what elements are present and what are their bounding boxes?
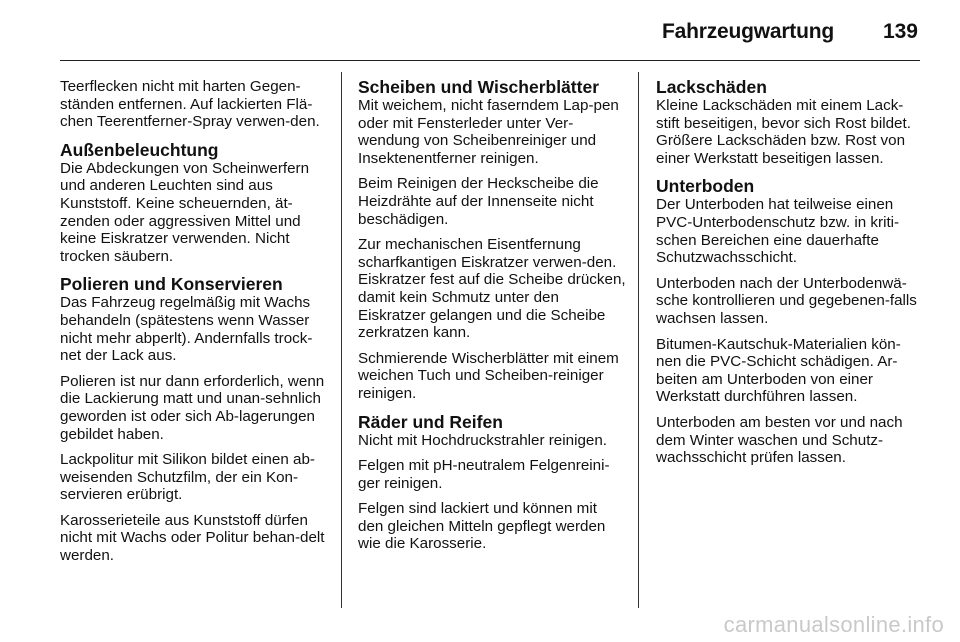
- column-3: [656, 78, 924, 475]
- heading-raeder: Räder und Reifen: [358, 411, 503, 432]
- paragraph: Unterboden nach der Unterbodenwä-sche kontrollieren und gegebenen-falls wachsen lassen.: [656, 274, 917, 327]
- column-2: [358, 78, 626, 561]
- heading-aussenbeleuchtung: Außenbeleuchtung: [60, 139, 219, 160]
- column-divider-1: [341, 72, 342, 608]
- paragraph: Felgen mit pH-neutralem Felgenreini-ger reinigen.: [358, 457, 610, 492]
- page-header: [60, 14, 920, 61]
- paragraph: Zur mechanischen Eisentfernung scharfkantigen Eiskratzer verwen-den. Eiskratzer fest auf die Scheibe drücken, damit kein Schmutz unter den Eiskratzer gelangen und die Scheibe zerkratzen kann.: [358, 236, 626, 342]
- heading-polieren: Polieren und Konservieren: [60, 274, 283, 295]
- page-number: 139: [882, 20, 918, 43]
- paragraph: Mit weichem, nicht faserndem Lap-pen oder mit Fensterleder unter Ver-wendung von Scheibenreiniger und Insektenentferner reinigen.: [358, 97, 619, 167]
- paragraph: Lackpolitur mit Silikon bildet einen ab-weisenden Schutzfilm, der ein Kon-servieren erübrigt.: [60, 451, 315, 504]
- paragraph: Polieren ist nur dann erforderlich, wenn die Lackierung matt und unan-sehnlich geworden ist oder sich Ab-lagerungen gebildet haben.: [60, 372, 325, 443]
- heading-unterboden: Unterboden: [656, 176, 755, 197]
- paragraph: Bitumen-Kautschuk-Materialien kön-nen die PVC-Schicht schädigen. Ar-beiten am Unterboden von einer Werkstatt durchführen lassen.: [656, 335, 901, 406]
- paragraph: Nicht mit Hochdruckstrahler reinigen.: [358, 431, 607, 449]
- page-title: Fahrzeugwartung: [661, 20, 834, 43]
- paragraph: Beim Reinigen der Heckscheibe die Heizdrähte auf der Innenseite nicht beschädigen.: [358, 175, 599, 228]
- column-1: [60, 78, 328, 573]
- paragraph: Karosserieteile aus Kunststoff dürfen nicht mit Wachs oder Politur behan-delt werden.: [60, 511, 325, 565]
- paragraph: Unterboden am besten vor und nach dem Winter waschen und Schutz-wachsschicht prüfen lassen.: [656, 413, 903, 467]
- paragraph: Das Fahrzeug regelmäßig mit Wachs behandeln (spätestens wenn Wasser nicht mehr abperlt). Andernfalls trock-net der Lack aus.: [60, 294, 313, 365]
- heading-lackschaeden: Lackschäden: [656, 77, 767, 97]
- paragraph: Der Unterboden hat teilweise einen PVC-Unterbodenschutz bzw. in kriti-schen Bereichen eine dauerhafte Schutzwachsschicht.: [656, 196, 900, 267]
- heading-scheiben: Scheiben und Wischerblätter: [358, 77, 600, 97]
- watermark-text: carmanualsonline.info: [723, 612, 944, 637]
- column-divider-2: [638, 72, 639, 608]
- paragraph: Schmierende Wischerblätter mit einem weichen Tuch und Scheiben-reiniger reinigen.: [358, 349, 619, 402]
- paragraph: Felgen sind lackiert und können mit den gleichen Mitteln gepflegt werden wie die Karosserie.: [358, 500, 606, 553]
- paragraph: Kleine Lackschäden mit einem Lack-stift beseitigen, bevor sich Rost bildet. Größere Lackschäden bzw. Rost von einer Werkstatt beseitigen lassen.: [656, 97, 911, 167]
- paragraph: Die Abdeckungen von Scheinwerfern und anderen Leuchten sind aus Kunststoff. Keine scheuernden, ät-zenden oder aggressiven Mittel und keine Eiskratzer verwenden. Nicht trocken säubern.: [60, 159, 310, 265]
- intro-paragraph: Teerflecken nicht mit harten Gegen-ständen entfernen. Auf lackierten Flä-chen Teerentferner-Spray verwen-den.: [60, 78, 320, 131]
